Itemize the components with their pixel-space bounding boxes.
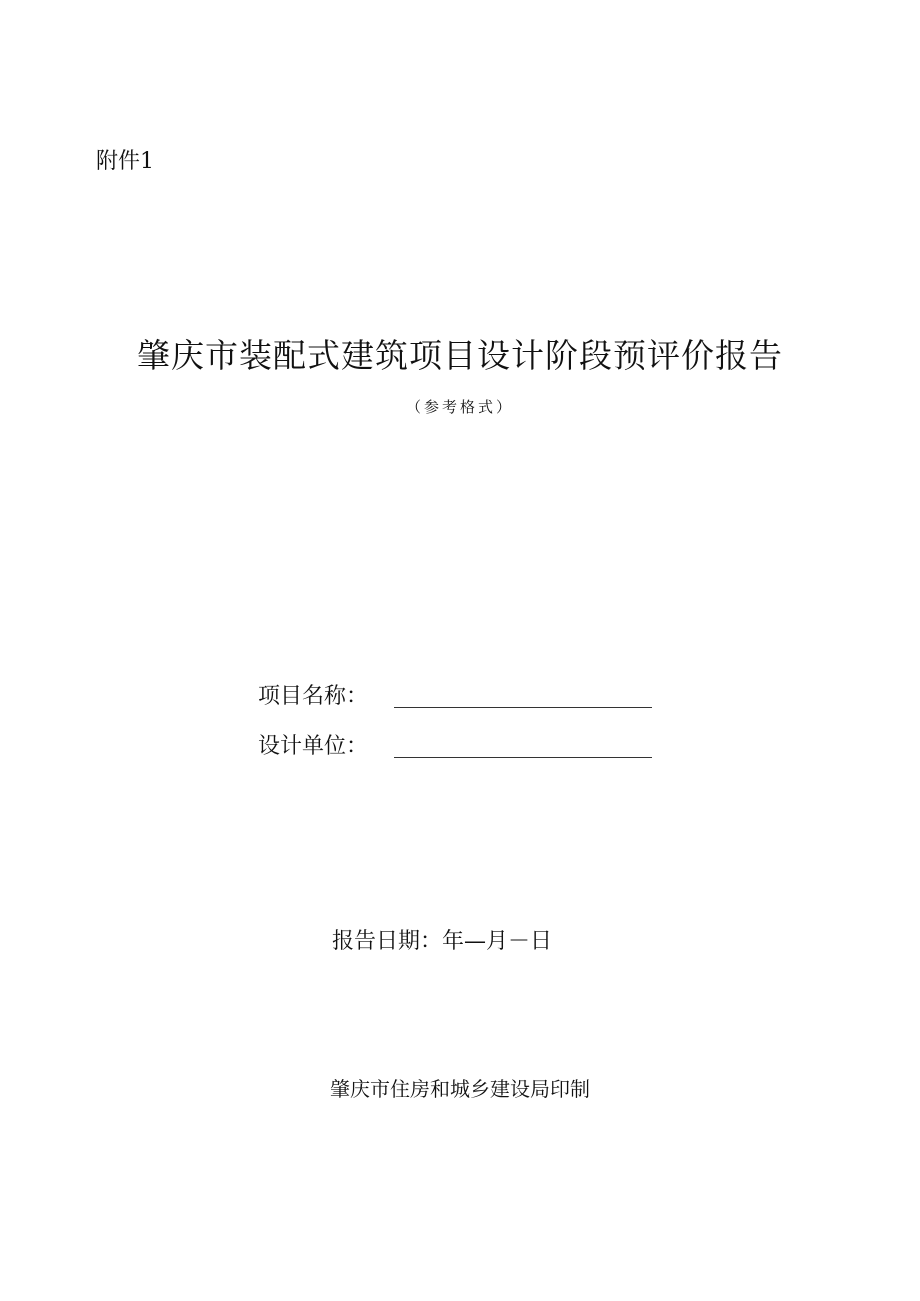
project-name-blank-line	[394, 707, 652, 708]
design-unit-blank-line	[394, 757, 652, 758]
design-unit-field	[258, 730, 652, 762]
design-unit-label: 设计单位：	[258, 734, 369, 759]
report-date: 报告日期：年—月－日	[332, 929, 553, 954]
printed-by: 肇庆市住房和城乡建设局印制	[330, 1077, 590, 1101]
project-name-label: 项目名称：	[258, 684, 369, 709]
document-subtitle: （参考格式）	[405, 398, 514, 416]
project-name-field	[258, 680, 652, 712]
attachment-label: 附件1	[96, 149, 154, 174]
document-title: 肇庆市装配式建筑项目设计阶段预评价报告	[137, 336, 783, 375]
